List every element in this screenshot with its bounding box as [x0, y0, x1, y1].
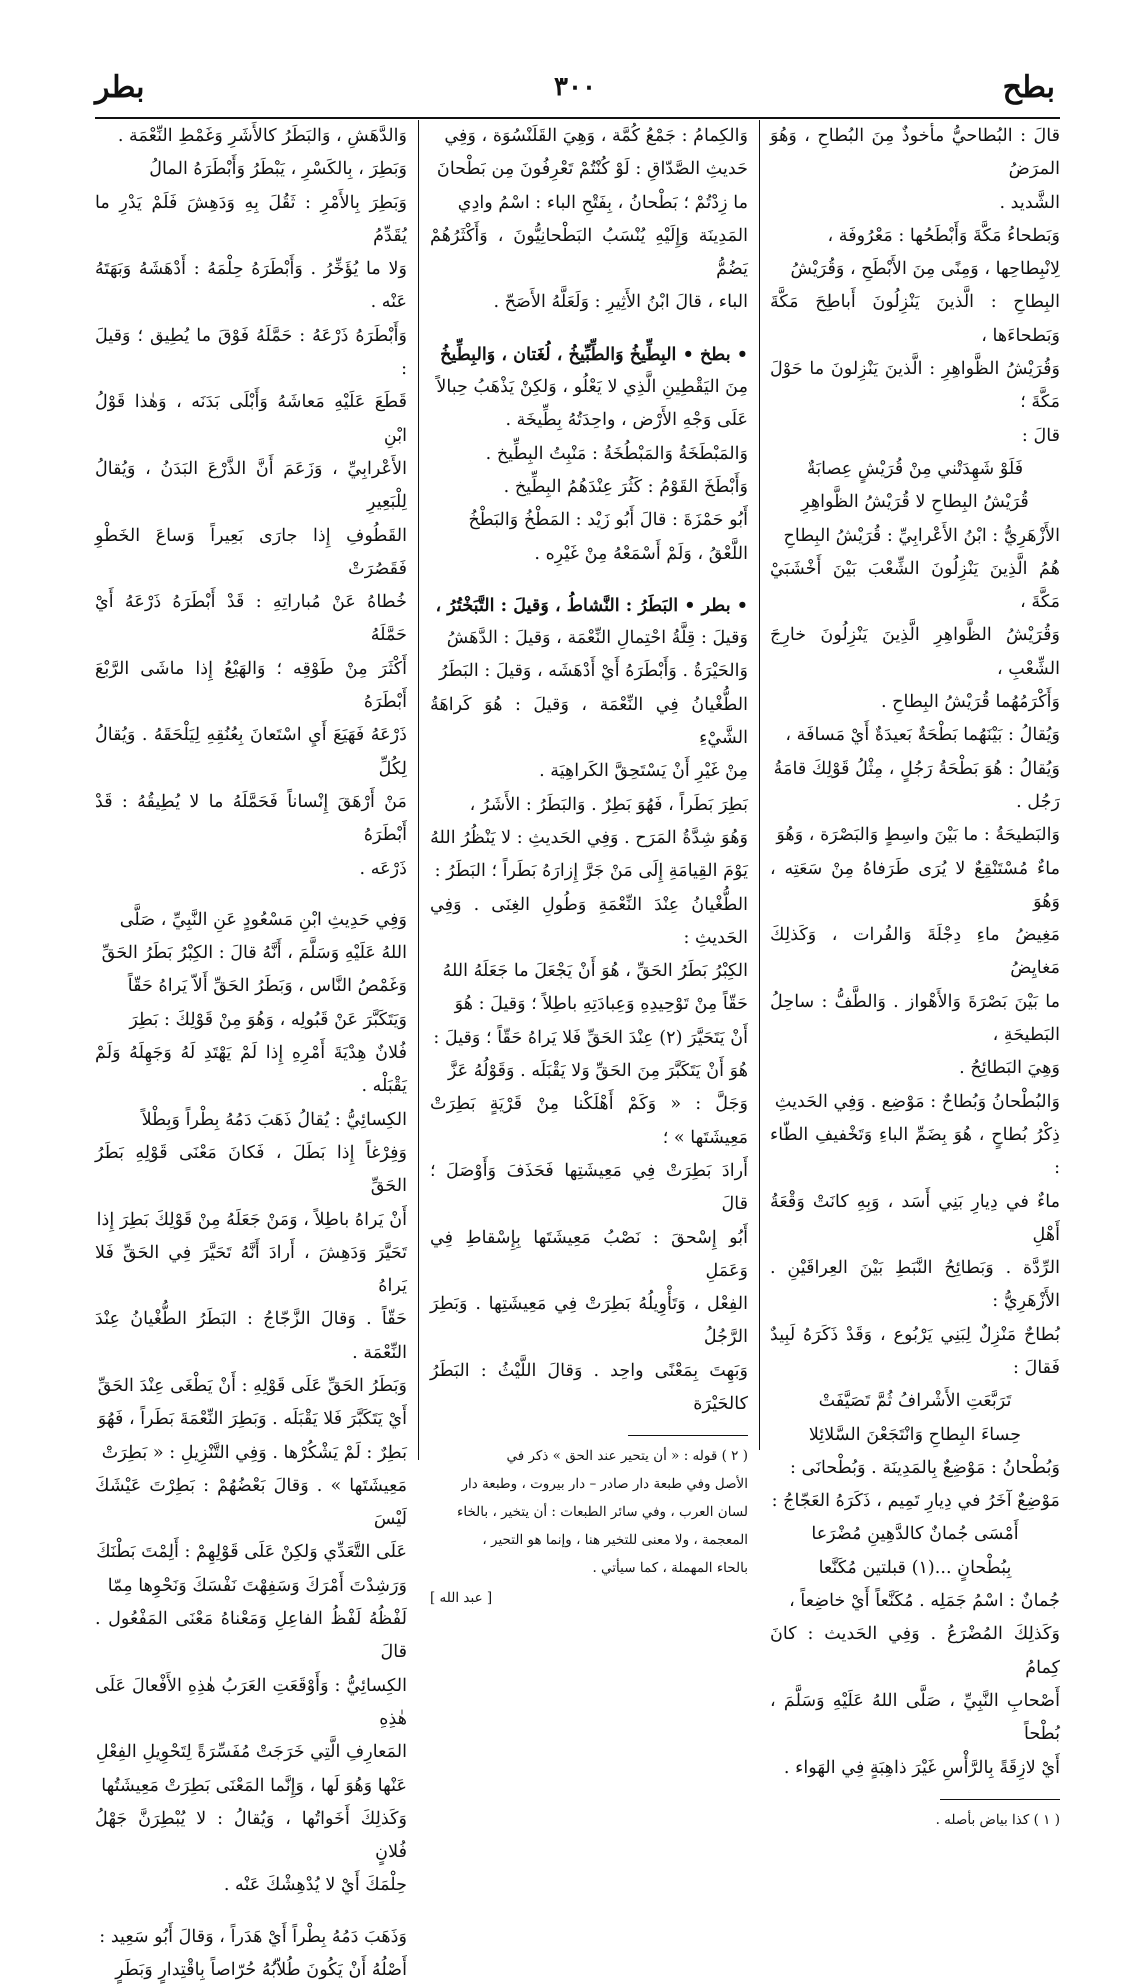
entry-gap — [430, 571, 748, 589]
footnote: ( ١ ) كذا بياض بأصله . — [935, 1811, 1060, 1828]
text-line: اللَّعْقُ ، وَلَمْ أَسْمَعْهُ مِنْ غَيْرِه . — [534, 543, 748, 564]
text-line: وَجَلَّ : « وَكَمْ أَهْلَكْنا مِنْ قَرْيَةٍ بَطِرَتْ مَعِيشَتَها » ؛ — [430, 1094, 748, 1148]
text-line: ماءٌ مُسْتَنْقِعٌ لا يُرَى طَرَفاهُ مِنْ سَعَتِه ، وَهُوَ — [770, 858, 1060, 912]
text-line: الأَعْرابِيِّ ، وَزَعَمَ أَنَّ الذَّرْعَ البَدَنُ ، وَيُقالُ لِلْبَعِيرِ — [95, 458, 407, 513]
column-divider-right — [759, 120, 760, 1450]
text-line: وَذَهَبَ دَمُهُ بِطْراً أَيْ هَدَراً ، وَقالَ أَبُو سَعِيد : — [99, 1926, 407, 1947]
text-line: لِانْبِطاحِها ، وَمِنًى مِنَ الأَبْطَحِ ، وَقُرَيْشُ — [790, 259, 1060, 280]
text-line: أَبُو إِسْحقَ : نَصْبُ مَعِيشَتَها بِإِسْقاطِ فِي وَعَمَلِ — [430, 1227, 748, 1281]
text-line: حَقّاً مِنْ تَوْحِيدِهِ وَعِبادَتِهِ باطِلاً ؛ وَقيلَ : هُوَ — [454, 994, 748, 1015]
footnote-line: بالحاء المهملة ، كما سيأتي . — [592, 1560, 748, 1577]
text-line: أَنْ يَراهُ باطِلاً ، وَمَنْ جَعَلَهُ مِنْ قَوْلِكَ بَطِرَ إِذا — [96, 1209, 407, 1230]
text-line: ذَرْعَهُ فَهَيَعَ أَيِ اسْتَعانَ بِعُنُقِهِ لِيَلْحَقَهُ . وَيُقالُ لِكُلِّ — [95, 725, 407, 779]
text-line: ذِكْرُ بُطاحٍ ، هُوَ بِضَمِّ الباءِ وَتَخْفيفِ الطّاء : — [770, 1124, 1060, 1179]
page-header — [95, 70, 1055, 110]
footnote-line: ( ٢ ) قوله : « أن يتحير عند الحق » ذكر في — [506, 1448, 748, 1465]
text-line: أَبُو حَمْزَةَ : قالَ أَبُو زَيْد : المَطْخُ وَالبَطْخُ — [468, 510, 748, 531]
text-line: وَبَهِتَ بِمَعْنًى واحِد . وَقالَ اللَّيْثُ : البَطَرُ كالحَيْرَة — [430, 1360, 748, 1414]
text-line: هُمُ الَّذِينَ يَنْزِلُونَ الشِّعْبَ بَيْنَ أَخْشَبَيْ مَكَّةَ ، — [770, 558, 1060, 613]
text-line: وَفِرْغاً إِذا بَطَلَ ، فَكانَ مَعْنَى قَوْلِهِ بَطَرُ الحَقِّ — [95, 1142, 407, 1197]
text-line: اللهُ عَلَيْهِ وَسَلَّمَ ، أَنَّهُ قالَ : الكِبْرُ بَطَرُ الحَقِّ — [101, 943, 407, 964]
text-line: وَهِيَ البَطائِحُ . — [959, 1058, 1060, 1079]
text-line: ماءٌ في دِيارِ بَنِي أَسَد ، وَبِهِ كانَتْ وَقْعَةُ أَهْلِ — [770, 1191, 1060, 1245]
text-line: الكِبْرُ بَطَرُ الحَقِّ ، هُوَ أَنْ يَجْعَلَ ما جَعَلَهُ اللهُ — [442, 961, 748, 982]
text-line: مَغِيضُ ماءِ دِجْلَةَ وَالفُرات ، وَكَذلِكَ مَغايِضُ — [770, 925, 1060, 979]
text-line: وَأَبْطَرَهُ ذَرْعَهُ : حَمَّلَهُ فَوْقَ ما يُطِيق ؛ وَقيلَ : — [95, 325, 407, 380]
text-line: أَصْحابِ النَّبِيِّ ، صَلَّى اللهُ عَلَيْهِ وَسَلَّمَ ، بُطْحاً — [770, 1690, 1060, 1745]
text-line: الكِسائِيُّ : يُقالُ ذَهَبَ دَمُهُ بِطْراً وَبِطْلاً — [141, 1109, 407, 1130]
text-line: مَنْ أَرْهَقَ إِنْساناً فَحَمَّلَهُ ما لا يُطِيقُهُ : قَدْ أَبْطَرَهُ — [95, 791, 407, 846]
text-line: بَطِرَ بَطَراً ، فَهُوَ بَطِرٌ . وَالبَطَرُ : الأَشَرُ ، — [469, 794, 748, 815]
text-line: وَالحَيْرَةُ . وَأَبْطَرَهُ أَيْ أَدْهَشَه ، وَقيلَ : البَطَرُ — [439, 661, 748, 682]
text-line: وَقُرَيْشُ الظَّواهِرِ : الَّذينَ يَنْزِلونَ ما حَوْلَ مَكَّةَ ؛ — [770, 359, 1060, 413]
text-line: وَالمَبْطَخَةُ وَالمَبْطُخَةُ : مَنْبِتُ البِطِّيخ . — [485, 443, 748, 464]
header-rule — [95, 117, 1060, 119]
text-line: وَرَشِدْتَ أَمْرَكَ وَسَفِهْتَ نَفْسَكَ وَنَحْوِها مِمّا — [107, 1575, 407, 1596]
column-right — [770, 120, 1060, 1834]
column-left — [95, 120, 407, 1987]
text-line: وَقُرَيْشُ الظَّواهِرِ الَّذِينَ يَنْزِلُونَ خارِجَ الشِّعْبِ ، — [770, 625, 1060, 679]
text-line: جُمانٌ : اسْمُ جَمَلِه . مُكَنَّعاً أَيْ خاضِعاً ، — [789, 1591, 1060, 1612]
text-line: وَأَبْطَخَ القَوْمُ : كَثُرَ عِنْدَهُمُ البِطِّيخ . — [503, 476, 748, 497]
text-line: حِلْمَكَ أَيْ لا يُدْهِشْكَ عَنْه . — [223, 1875, 407, 1896]
text-line: حَقّاً . وَقالَ الزَّجّاجُ : البَطَرُ الطُّغْيانُ عِنْدَ النِّعْمَة . — [95, 1309, 407, 1363]
footnote-line: لسان العرب ، وفي سائر الطبعات : أن يتخير ، بالخاء — [457, 1504, 748, 1521]
text-line: بَطِرٌ : لَمْ يَشْكُرْها . وَفِي التَّنْزِيلِ : « بَطِرَتْ — [101, 1442, 407, 1463]
text-line: أَنْ يَتَحَيَّرَ (٢) عِنْدَ الحَقِّ فَلا يَراهُ حَقّاً ؛ وَقيلَ : — [433, 1027, 748, 1048]
text-line: ما بَيْنَ بَصْرَةَ وَالأَهْواز . وَالطَّفُّ : ساحِلُ البَطيحَةِ ، — [770, 991, 1060, 1046]
text-line: وَبَطِرَ بِالأَمْرِ : ثَقُلَ بِهِ وَدَهِشَ فَلَمْ يَدْرِ ما يُقَدِّمُ — [95, 192, 407, 246]
footnote-rule — [940, 1799, 1060, 1800]
text-line: قالَ : البُطاحيُّ مأخوذٌ مِنَ البُطاحِ ، وَهُوَ المرَضُ — [770, 126, 1060, 180]
text-line: أَيْ يَتَكَبَّرَ فَلا يَقْبَلَه . وَبَطِرَ النِّعْمَةَ بَطَراً ، فَهُوَ — [97, 1409, 407, 1430]
footnote-rule — [628, 1435, 748, 1436]
text-line: وَأَكْرَمُهُما قُرَيْشُ البِطاحِ . — [880, 692, 1060, 713]
right-running-headword: بطح — [1002, 70, 1055, 105]
text-line: قالَ : — [1021, 425, 1060, 446]
text-line: بُطاحٌ مَنْزِلٌ لِبَنِي يَرْبُوع ، وَقَدْ ذَكَرَهُ لَبِيدٌ فَقالَ : — [770, 1324, 1060, 1378]
text-line: البِطاحِ : الَّذينَ يَنْزِلُونَ أَباطِحَ مَكَّةَ وَبَطحاءَها ، — [770, 292, 1060, 346]
text-line: وَقيلَ : قِلَّةُ احْتِمالِ النِّعْمَة ، وَقيلَ : الدَّهَشُ — [446, 628, 748, 649]
text-line: أَصْلُهُ أَنْ يَكُونَ طُلاّبُهُ حُرّاصاً بِاقْتِدارٍ وَبَطَرٍ — [115, 1960, 407, 1981]
text-line: عَلَى التَّعَدِّي وَلكِنْ عَلَى قَوْلِهِمْ : أَلِمْتَ بَطْنَكَ — [96, 1542, 407, 1563]
verse-line: قُرَيْشُ البِطاحِ لا قُرَيْشُ الظَّواهِرِ — [801, 492, 1029, 513]
text-line: ذَرْعَه . — [359, 858, 407, 879]
text-line: أَيْ لازِقَةً بِالرَّأْسِ غَيْرَ ذاهِبَةٍ فِي الهَواء . — [783, 1757, 1060, 1778]
column-divider-left — [418, 120, 419, 1460]
text-line: الرِّدَّة . وَبَطائِحُ النَّبَطِ بَيْنَ العِراقَيْنِ . الأَزْهَرِيُّ : — [770, 1258, 1060, 1312]
text-line: وَكَذلِكَ أَخَواتُها ، وَيُقالُ : لا يُبْطِرَنَّ جَهْلُ فُلانٍ — [95, 1808, 407, 1863]
text-line: عَلَى وَجْهِ الأَرْض ، واحِدَتُهُ بِطِّيخَة . — [505, 410, 748, 431]
text-line: القَطُوفِ إِذا جارَى بَعِيراً وَساعَ الخَطْوِ فَقَصُرَتْ — [95, 525, 407, 579]
text-line: خُطاهُ عَنْ مُباراتِهِ : قَدْ أَبْطَرَهُ ذَرْعَهُ أَيْ حَمَّلَهُ — [95, 592, 407, 646]
entry-batikh: • بطخ • البِطِّيخُ وَالطِّبِّيخُ ، لُغَتان ، وَالبِطِّيخُ — [440, 343, 748, 365]
text-line: الأَزْهَرِيُّ : ابْنُ الأَعْرابِيِّ : قُرَيْشُ البِطاحِ — [783, 525, 1060, 546]
verse-line: فَلَوْ شَهِدَتْني مِنْ قُرَيْشٍ عِصابَةٌ — [806, 458, 1024, 479]
text-line: وَيُقالُ : هُوَ بَطْحَةُ رَجُلٍ ، مِثْلُ قَوْلِكَ قامَةُ — [773, 758, 1060, 779]
text-line: الفِعْل ، وَتَأْوِيلُهُ بَطِرَتْ فِي مَعِيشَتِها . وَبَطِرَ الرَّجُلُ — [430, 1294, 748, 1348]
text-line: وَبَطَرُ الحَقِّ عَلَى قَوْلِهِ : أَنْ يَطْغَى عِنْدَ الحَقِّ — [97, 1375, 407, 1396]
page-number: ٣٠٠ — [554, 72, 596, 102]
text-line: حَديثِ الصَّدّاقِ : لَوْ كُنْتُمْ تَعْرِفُونَ مِن بَطْحانَ — [436, 159, 748, 180]
footnote-line: الأصل وفي طبعة دار صادر – دار بيروت ، وطبعة دار — [461, 1476, 748, 1493]
text-line: وَفِي حَدِيثِ ابْنِ مَسْعُودٍ عَنِ النَّبِيِّ ، صَلَّى — [119, 909, 407, 930]
text-line: الكِسائِيُّ : وَأَوْقَعَتِ العَرَبُ هٰذِهِ الأَفْعالَ عَلَى هٰذِهِ — [95, 1675, 407, 1729]
text-line: الشَّديد . — [999, 192, 1060, 213]
text-line: عَنْها وَهُوَ لَها ، وَإِنَّما المَعْنَى بَطِرَتْ مَعِيشَتُها — [101, 1775, 407, 1796]
text-line: وَالكِمامُ : جَمْعُ كُمَّة ، وَهِيَ القَلَنْسُوَة ، وَفِي — [444, 126, 748, 146]
text-line: أَكْثَرَ مِنْ طَوْقِه ؛ وَالهَيْعُ إِذا ماشَى الرَّبْعَ أَبْطَرَهُ — [95, 658, 407, 713]
text-line: ما زِدْتُمْ ؛ بَطْحانُ ، بِفَتْحِ الباء : اسْمُ وادِي — [457, 192, 748, 213]
entry-gap — [430, 320, 748, 338]
text-line: وَالدَّهَشِ ، وَالبَطَرُ كالأَشَرِ وَغَمْطِ النِّعْمَة . — [117, 126, 407, 146]
text-line: وَالبَطيحَةُ : ما بَيْنَ واسِطٍ وَالبَصْرَة ، وَهُوَ — [776, 825, 1060, 846]
entry-batar: • بطر • البَطَرُ : النَّشاطُ ، وَقيلَ : التَّبَخْتُرُ ، — [435, 594, 748, 616]
text-line: وَبُطْحانُ : مَوْضِعٌ بِالمَدِينَة . وَبُطْحانَى : — [789, 1457, 1060, 1478]
text-line: وَهُوَ شِدَّةُ المَرَح . وَفِي الحَديثِ : لا يَنْظُرُ اللهُ — [430, 827, 748, 848]
text-line: رَجُل . — [1016, 791, 1060, 812]
text-line: فُلانٌ هِدْيَةَ أَمْرِهِ إِذا لَمْ يَهْتَدِ لَهُ وَجَهِلَهُ وَلَمْ يَقْبَلْه . — [95, 1043, 407, 1097]
verse-line: أَمْسَى جُمانٌ كالدَّهِينِ مُضْرَعا — [811, 1524, 1019, 1545]
text-line: وَيَتَكَبَّرَ عَنْ قَبُولِه ، وَهُوَ مِنْ قَوْلِكَ : بَطِرَ — [129, 1009, 407, 1030]
text-line: أَرادَ بَطِرَتْ فِي مَعِيشَتِها فَحَذَفَ وَأَوْصَلَ ؛ قالَ — [430, 1160, 748, 1215]
footnote-signature: [ عبد الله ] — [430, 1590, 493, 1607]
text-line: تَحَيَّرَ وَدَهِشَ ، أَرادَ أَنَّهُ تَحَيَّرَ فِي الحَقِّ فَلا يَراهُ — [95, 1242, 407, 1297]
footnote-line: المعجمة ، ولا معنى للتخير هنا ، وإنما هو التحير ، — [482, 1532, 748, 1549]
text-line: يَوْمَ القِيامَةِ إِلَى مَنْ جَرَّ إِزارَهُ بَطَراً ؛ البَطَرُ : — [434, 861, 748, 882]
text-line: المَعارِفِ الَّتِي خَرَجَتْ مُفَسِّرَةً لِتَحْوِيلِ الفِعْلِ — [95, 1742, 407, 1763]
text-line: الباء ، قالَ ابْنُ الأَثِيرِ : وَلَعَلَّهُ الأَصَحّ . — [493, 292, 748, 313]
paragraph-gap — [95, 1903, 407, 1921]
text-line: مِنَ اليَقْطِينِ الَّذِي لا يَعْلُو ، وَلكِنْ يَذْهَبُ حِبالاً — [436, 377, 748, 398]
text-line: وَبَطِرَ ، بِالكَسْرِ ، يَبْطَرُ وَأَبْطَرَهُ المالُ — [149, 159, 407, 180]
left-running-headword: بطر — [95, 70, 145, 105]
text-line: هُوَ أَنْ يَتَكَبَّرَ مِنَ الحَقِّ وَلا يَقْبَلَه . وَقَوْلُهُ عَزَّ — [447, 1061, 748, 1082]
text-line: وَلا ما يُؤَخِّرُ . وَأَبْطَرَهُ حِلْمَهُ : أَدْهَشَهُ وَبَهَتَهُ عَنْه . — [95, 259, 407, 313]
verse-line: حِساءَ البِطاحِ وَانْتَجَعْنَ السَّلائِلا — [808, 1424, 1022, 1445]
column-middle — [430, 120, 748, 1616]
text-line: وَبَطحاءُ مَكَّةَ وَأَبْطَحُها : مَعْرُوفَة ، — [827, 225, 1060, 246]
text-line: وَكَذلِكَ المُضْرَعُ . وَفِي الحَديث : كانَ كِمامُ — [770, 1624, 1060, 1678]
text-line: وَالبُطْحانُ وَبُطاحٌ : مَوْضِع . وَفِي الحَديثِ — [774, 1091, 1060, 1112]
text-line: مَوْضِعٌ آخَرُ في دِيارِ تَمِيم ، ذَكَرَهُ العَجّاجُ : — [771, 1491, 1060, 1512]
text-line: الطُّغْيانُ عِنْدَ النِّعْمَةِ وَطُولِ الغِنَى . وَفِي الحَديثِ : — [430, 894, 748, 948]
text-line: وَيُقالُ : بَيْنَهُما بَطْحَةٌ بَعيدَةٌ أَيْ مَسافَة ، — [785, 725, 1060, 746]
text-line: قَطَعَ عَلَيْهِ مَعاشَهُ وَأَبْلَى بَدَنَه ، وَهٰذا قَوْلُ ابْنِ — [95, 392, 407, 446]
text-line: مِنْ غَيْرِ أَنْ يَسْتَحِقَّ الكَراهِيَة . — [539, 761, 748, 782]
paragraph-gap — [95, 886, 407, 904]
text-line: لَفْظُهُ لَفْظُ الفاعِلِ وَمَعْناهُ مَعْنَى المَفْعُول . قالَ — [95, 1609, 407, 1663]
text-line: مَعِيشَتَها » . وَقالَ بَعْضُهُمْ : بَطِرْتَ عَيْشَكَ لَيْسَ — [95, 1475, 407, 1530]
text-line: الطُّغْيانُ فِي النِّعْمَة ، وَقيلَ : هُوَ كَراهَةُ الشَّيْءِ — [430, 694, 748, 749]
verse-line: بِبُطْحانٍ ...(١) قبلتين مُكَنَّعا — [818, 1557, 1012, 1578]
text-line: وَغَمْصُ النَّاس ، وَبَطَرُ الحَقِّ أَلاّ يَراهُ حَقّاً — [127, 976, 407, 997]
text-line: المَدِينَة وَإِلَيْهِ يُنْسَبُ البَطْحانِيُّونَ ، وَأَكْثَرُهُمْ يَضُمُّ — [430, 225, 748, 280]
verse-line: تَرَبَّعَتِ الأَشْرافُ ثُمَّ تَصَيَّفَتْ — [818, 1391, 1012, 1412]
